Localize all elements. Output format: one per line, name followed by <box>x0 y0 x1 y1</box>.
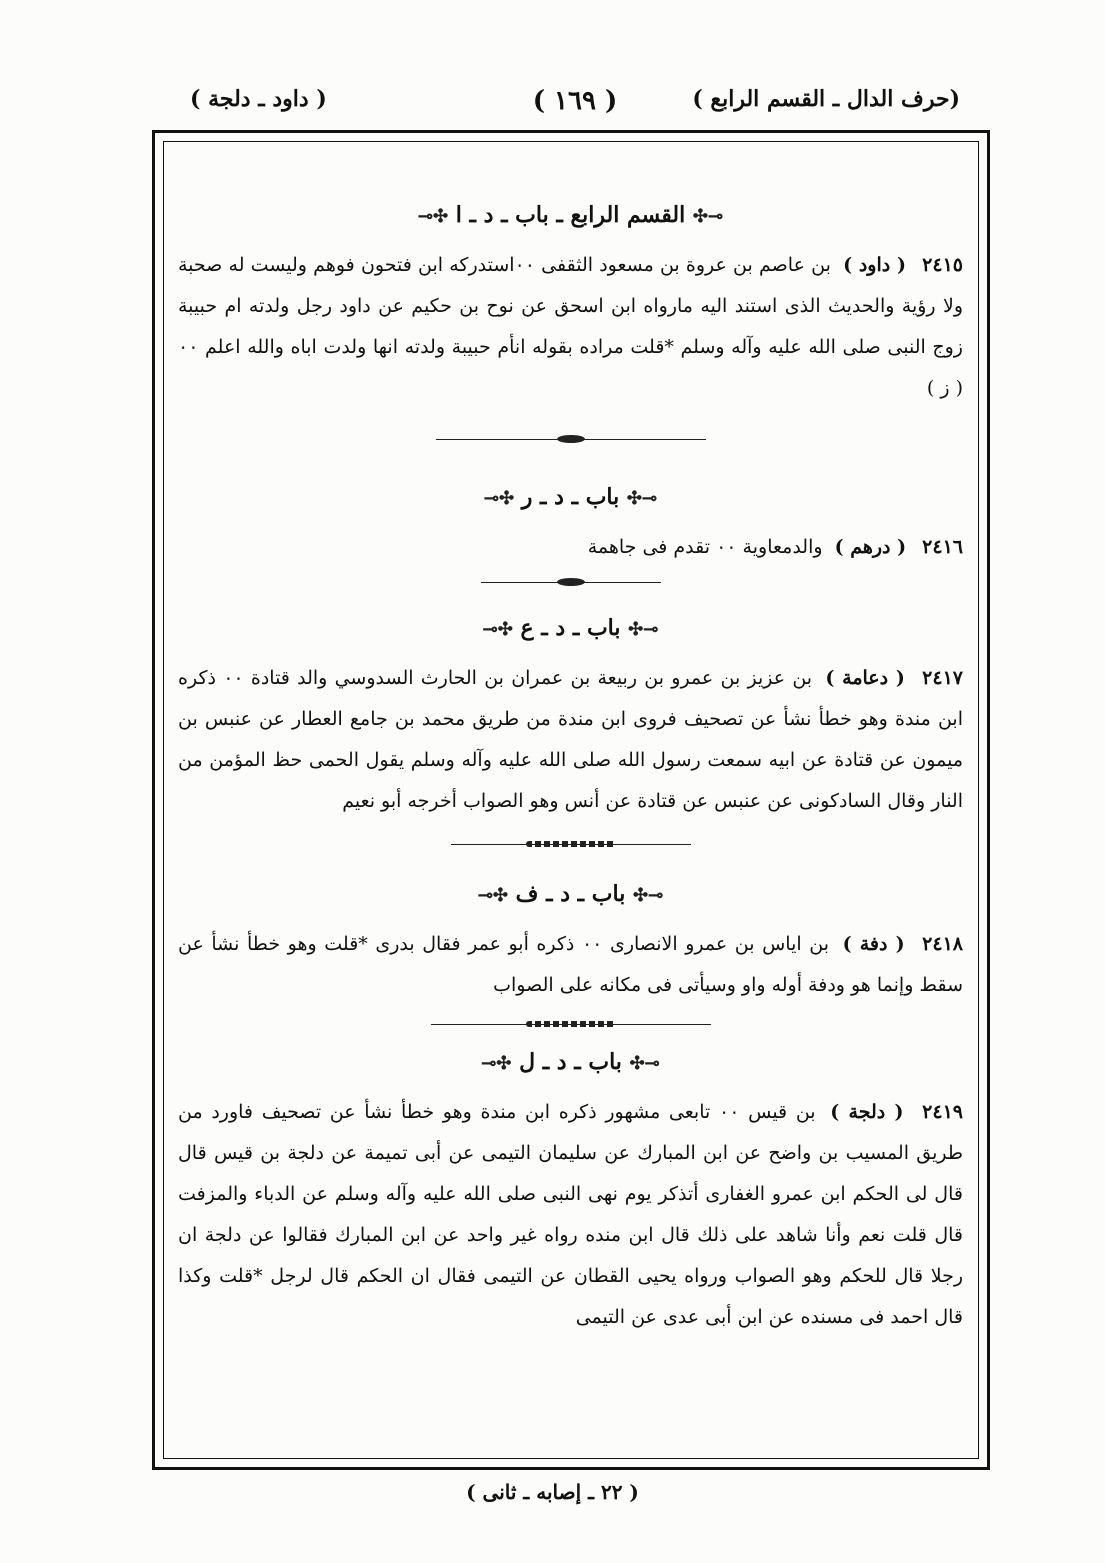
entry-text: بن عاصم بن عروة بن مسعود الثقفى ٠٠استدركه ابن فتحون فوهم وليست له صحبة ولا رؤية والحديث الذى استند اليه مارواه ابن اسحق عن نوح بن حكيم عن داود رجل ولدته ام حبيبة زوج النبى صلى الله عليه وآله وسلم *قلت مراده بقوله انأم حبيبة ولدته انها ولدت اباه والله اعلم ٠٠ ( ز ) <box>178 254 963 399</box>
section-title: ⊸✣ باب ـ د ـ ف ✣⟜ <box>477 881 664 907</box>
section-divider <box>436 435 706 445</box>
ornament-icon: ✣⟜ <box>417 206 449 227</box>
entry-text: والدمعاوية ٠٠ تقدم فى جاهمة <box>587 536 823 558</box>
entry-text: بن قيس ٠٠ تابعى مشهور ذكره ابن مندة وهو خطأ نشأ عن تصحيف فاورد من طريق المسيب بن واضح عن ابن المبارك عن سليمان التيمى عن أبى تميمة عن دلجة بن قيس قال قال لى الحكم ابن عمرو الغفارى أتذكر يوم نهى النبى صلى الله عليه وآله وسلم عن الدباء والمزفت قال قلت نعم وأنا شاهد على ذلك قال ابن منده رواه غير واحد عن ابن المبارك فقالوا عن دلجة ان رجلا قال للحكم وهو الصواب ورواه يحيى القطان عن التيمى فقال ان الحكم قال لرجل *قلت وكذا قال احمد فى مسنده عن ابن أبى عدى عن التيمى <box>178 1101 963 1328</box>
section-divider <box>451 840 691 850</box>
section-title: ⊸✣ باب ـ د ـ ل ✣⟜ <box>481 1049 660 1075</box>
ornament-icon: ✣⟜ <box>482 619 513 640</box>
entry-text: بن عزيز بن عمرو بن ربيعة بن عمران بن الحارث السدوسي والد قتادة ٠٠ ذكره ابن مندة وهو خطأ نشأ عن تصحيف فروى ابن مندة من طريق محمد بن جامع العطار عن عنبس بن ميمون عن قتادة عن ابيه سمعت رسول الله صلى الله عليه وآله وسلم يقول الحمى حظ المؤمن من النار وقال السادكونى عن عنبس عن قتادة عن أنس وهو الصواب أخرجه أبو نعيم <box>178 667 963 812</box>
ornament-icon: ⊸✣ <box>626 488 658 509</box>
entry <box>178 924 963 1006</box>
section-title: ⊸✣ القسم الرابع ـ باب ـ د ـ ا ✣⟜ <box>417 202 724 228</box>
entry-name: ( دلجة ) <box>830 1101 904 1123</box>
section <box>178 874 963 1006</box>
section <box>178 195 963 409</box>
ornament-icon: ✣⟜ <box>477 885 508 906</box>
ornament-icon: ✣⟜ <box>481 1053 512 1074</box>
ornament-icon: ⊸✣ <box>692 206 724 227</box>
section-title: ⊸✣ باب ـ د ـ ر ✣⟜ <box>483 484 658 510</box>
header-entry-range: ( داود ـ دلجة ) <box>190 86 327 112</box>
entry-name: ( درهم ) <box>834 536 907 558</box>
ornament-icon: ⊸✣ <box>633 885 664 906</box>
section-divider <box>431 1020 711 1030</box>
entry <box>178 245 963 409</box>
entry-name: ( دفة ) <box>842 933 905 955</box>
entry-number: ٢٤١٨ <box>922 933 963 955</box>
entry-number: ٢٤١٧ <box>922 667 963 689</box>
section-divider <box>481 578 661 588</box>
entry <box>178 1092 963 1338</box>
section <box>178 608 963 822</box>
entry-name: ( داود ) <box>843 254 906 276</box>
entry-name: ( دعامة ) <box>825 667 905 689</box>
page-footer-signature: ( ٢٢ ـ إصابه ـ ثانى ) <box>466 1480 639 1504</box>
section <box>178 477 963 568</box>
entry-number: ٢٤١٩ <box>922 1101 963 1123</box>
entry <box>178 527 963 568</box>
entry-number: ٢٤١٥ <box>922 254 963 276</box>
section-title: ⊸✣ باب ـ د ـ ع ✣⟜ <box>482 615 659 641</box>
ornament-icon: ⊸✣ <box>629 1053 660 1074</box>
ornament-icon: ✣⟜ <box>483 488 515 509</box>
page-header <box>190 86 960 126</box>
page-body <box>178 195 963 1338</box>
header-chapter-title: (حرف الدال ـ القسم الرابع ) <box>692 86 960 112</box>
ornament-icon: ⊸✣ <box>628 619 659 640</box>
section <box>178 1042 963 1338</box>
entry-number: ٢٤١٦ <box>922 536 963 558</box>
page-number: ( ١٦٩ ) <box>532 86 618 116</box>
entry <box>178 658 963 822</box>
entry-text: بن اياس بن عمرو الانصارى ٠٠ ذكره أبو عمر فقال بدرى *قلت وهو خطأ نشأ عن سقط وإنما هو ودفة أوله واو وسيأتى فى مكانه على الصواب <box>178 933 963 996</box>
